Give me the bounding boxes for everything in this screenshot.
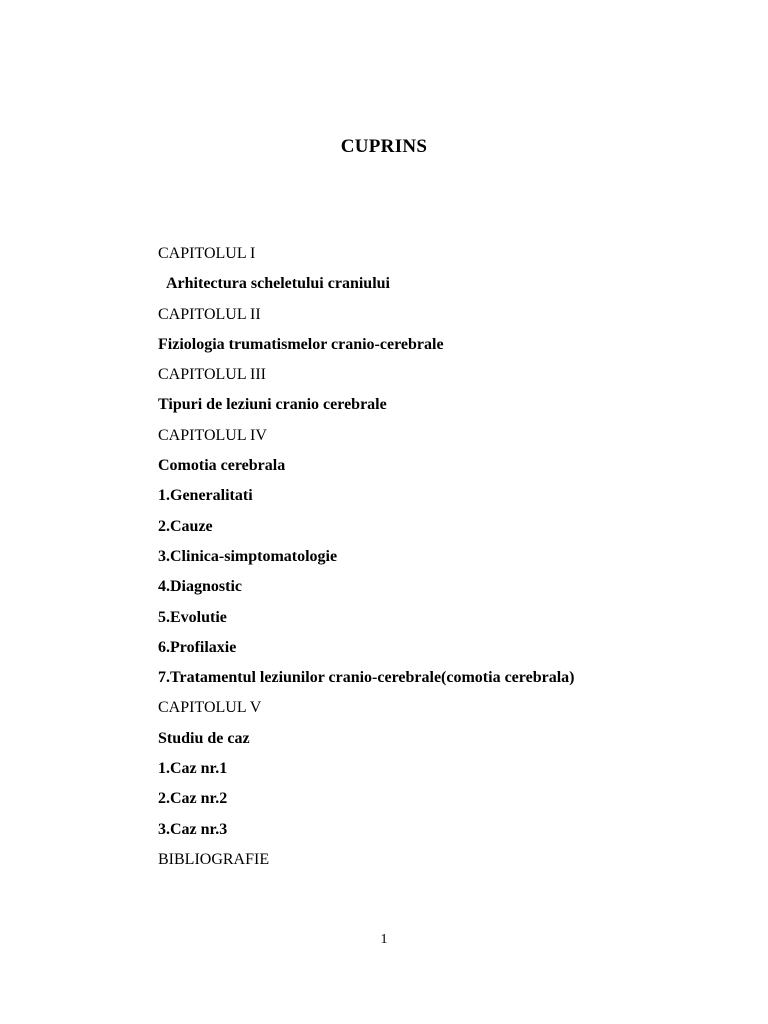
toc-chapter-heading: CAPITOLUL I	[158, 245, 256, 262]
toc-chapter-heading: BIBLIOGRAFIE	[158, 850, 270, 868]
page-number: 1	[380, 932, 388, 947]
table-of-contents	[158, 239, 574, 875]
toc-entry: Fiziologia trumatismelor cranio-cerebrale	[158, 335, 444, 353]
toc-entry: 4.Diagnostic	[158, 578, 242, 596]
page-title: CUPRINS	[340, 136, 428, 157]
toc-entry: Comotia cerebrala	[158, 457, 286, 475]
toc-entry: 2.Cauze	[158, 517, 213, 535]
toc-entry: Tipuri de leziuni cranio cerebrale	[158, 396, 387, 414]
toc-entry: 1.Generalitati	[158, 487, 253, 505]
toc-chapter-heading: CAPITOLUL V	[158, 699, 262, 717]
toc-entry: Arhitectura scheletului craniului	[166, 275, 390, 293]
toc-chapter-heading: CAPITOLUL III	[158, 366, 266, 384]
toc-entry: 3.Clinica-simptomatologie	[158, 547, 338, 565]
toc-entry: 6.Profilaxie	[158, 638, 237, 656]
toc-entry: 5.Evolutie	[158, 608, 227, 626]
toc-chapter-heading: CAPITOLUL II	[158, 305, 261, 323]
toc-entry: Studiu de caz	[158, 729, 250, 747]
toc-entry: 1.Caz nr.1	[158, 760, 228, 778]
toc-entry: 2.Caz nr.2	[158, 790, 228, 808]
toc-chapter-heading: CAPITOLUL IV	[158, 426, 267, 444]
toc-entry: 3.Caz nr.3	[158, 820, 228, 838]
toc-entry: 7.Tratamentul leziunilor cranio-cerebrale(comotia cerebrala)	[158, 669, 575, 687]
